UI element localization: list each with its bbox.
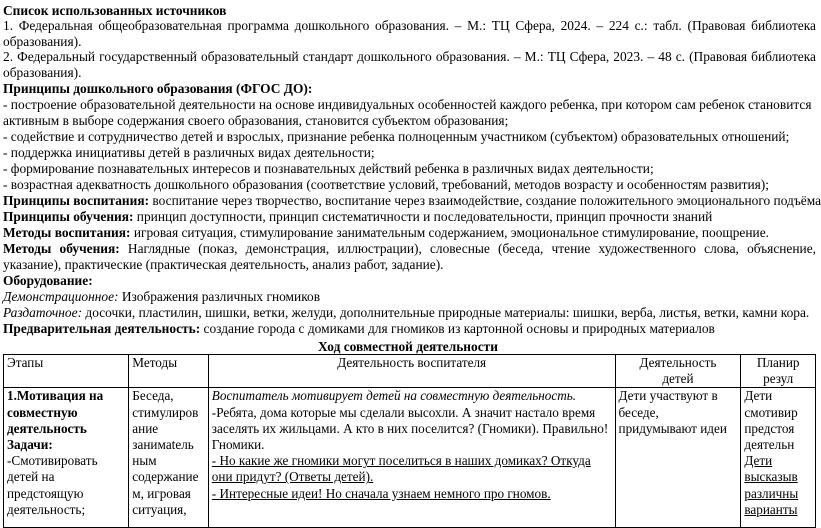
- header-methods: Методы: [129, 355, 209, 388]
- cell-planned: Дети смотивир предстоя деятельн Дети высказыв различны варианты: [741, 388, 816, 528]
- principle-line-6: - возрастная адекватность дошкольного образования (соответствие условий, требований, методов возрасту и особенностям развития);: [3, 177, 769, 192]
- training-methods: Методы обучения: Наглядные (показ, демонстрация, иллюстрации), словесные (беседа, чтение художественного слова, объяснение,: [3, 241, 817, 256]
- table-header-row: [4, 355, 816, 388]
- principle-line-3: - содействие и сотрудничество детей и взрослых, признание ребенка полноценным участником (субъектом) образовательных отношений;: [3, 129, 790, 144]
- cell-stage: 1.Мотивация на совместную деятельность Задачи: -Смотивировать детей на предстоящую деятельность;: [4, 388, 129, 528]
- header-stages: Этапы: [4, 355, 129, 388]
- table-title: Ход совместной деятельности: [318, 339, 498, 354]
- source-item-2: 2. Федеральный государственный образовательный стандарт дошкольного образования. – М.: ТЦ Сфера, 2023. – 48 с. (Правовая библиотека: [3, 49, 816, 64]
- source-item-2-end: образования).: [3, 65, 82, 80]
- source-item-1: 1. Федеральная общеобразовательная программа дошкольного образования. – М.: ТЦ Сфера, 2024. – 224 с.: табл. (Правовая библиотека: [3, 18, 816, 33]
- header-teacher: Деятельность воспитателя: [208, 355, 615, 388]
- training-principles: Принципы обучения: принцип доступности, принцип систематичности и последовательности, принцип прочности знаний: [3, 209, 713, 224]
- preliminary-activity: Предварительная деятельность: создание города с домиками для гномиков из картонной основы и природных материалов: [3, 321, 715, 336]
- cell-methods: Беседа, стимулиров ание занимatель ным содержание м, игровая ситуация,: [129, 388, 209, 528]
- header-planned: Планир резул: [741, 355, 816, 388]
- sources-heading: Список использованных источников: [3, 3, 227, 18]
- table-row: [4, 388, 816, 528]
- equipment-demo: Демонстрационное: Изображения различных гномиков: [3, 289, 321, 304]
- principles-heading: Принципы дошкольного образования (ФГОС ДО):: [3, 81, 313, 96]
- training-methods-end: указание), практические (практическая деятельность, анализ работ, задание).: [3, 257, 444, 272]
- cell-teacher: Воспитатель мотивирует детей на совместную деятельность. -Ребята, дома которые мы сделали высохли. А значит настало время заселять их жильцами. А кто в них поселится? (Гномики). Правильно! Гномики. - Но какие же гномики могут поселиться в наших домиках? Откуда они придут? (Ответы детей). - Интересные идеи! Но сначала узнаем немного про гномов.: [208, 388, 615, 528]
- equipment-heading: Оборудование:: [3, 273, 93, 288]
- principle-line-2: активным в выборе содержания своего образования, становится субъектом образования;: [3, 113, 509, 128]
- upbringing-methods: Методы воспитания: игровая ситуация, стимулирование занимательным содержанием, эмоциональное стимулирование, поощрение.: [3, 225, 769, 240]
- principle-line-5: - формирование познавательных интересов и познавательных действий ребенка в различных видах деятельности;: [3, 161, 654, 176]
- upbringing-principles: Принципы воспитания: воспитание через творчество, воспитание через взаимодействие, создание положительного эмоционального подъёма: [3, 193, 821, 208]
- principle-line-4: - поддержка инициативы детей в различных видах деятельности;: [3, 145, 375, 160]
- header-children: Деятельность детей: [615, 355, 741, 388]
- equipment-handout: Раздаточное: досочки, пластилин, шишки, ветки, желуди, дополнительные природные материалы: шишки, верба, листья, ветки, камни кора.: [3, 305, 810, 320]
- cell-children: Дети участвуют в беседе, придумывают идеи: [615, 388, 741, 528]
- principle-line-1: - построение образовательной деятельности на основе индивидуальных особенностей каждого ребенка, при котором сам ребенок становится: [3, 97, 812, 112]
- activity-table: [3, 354, 816, 528]
- source-item-1-end: образования).: [3, 34, 82, 49]
